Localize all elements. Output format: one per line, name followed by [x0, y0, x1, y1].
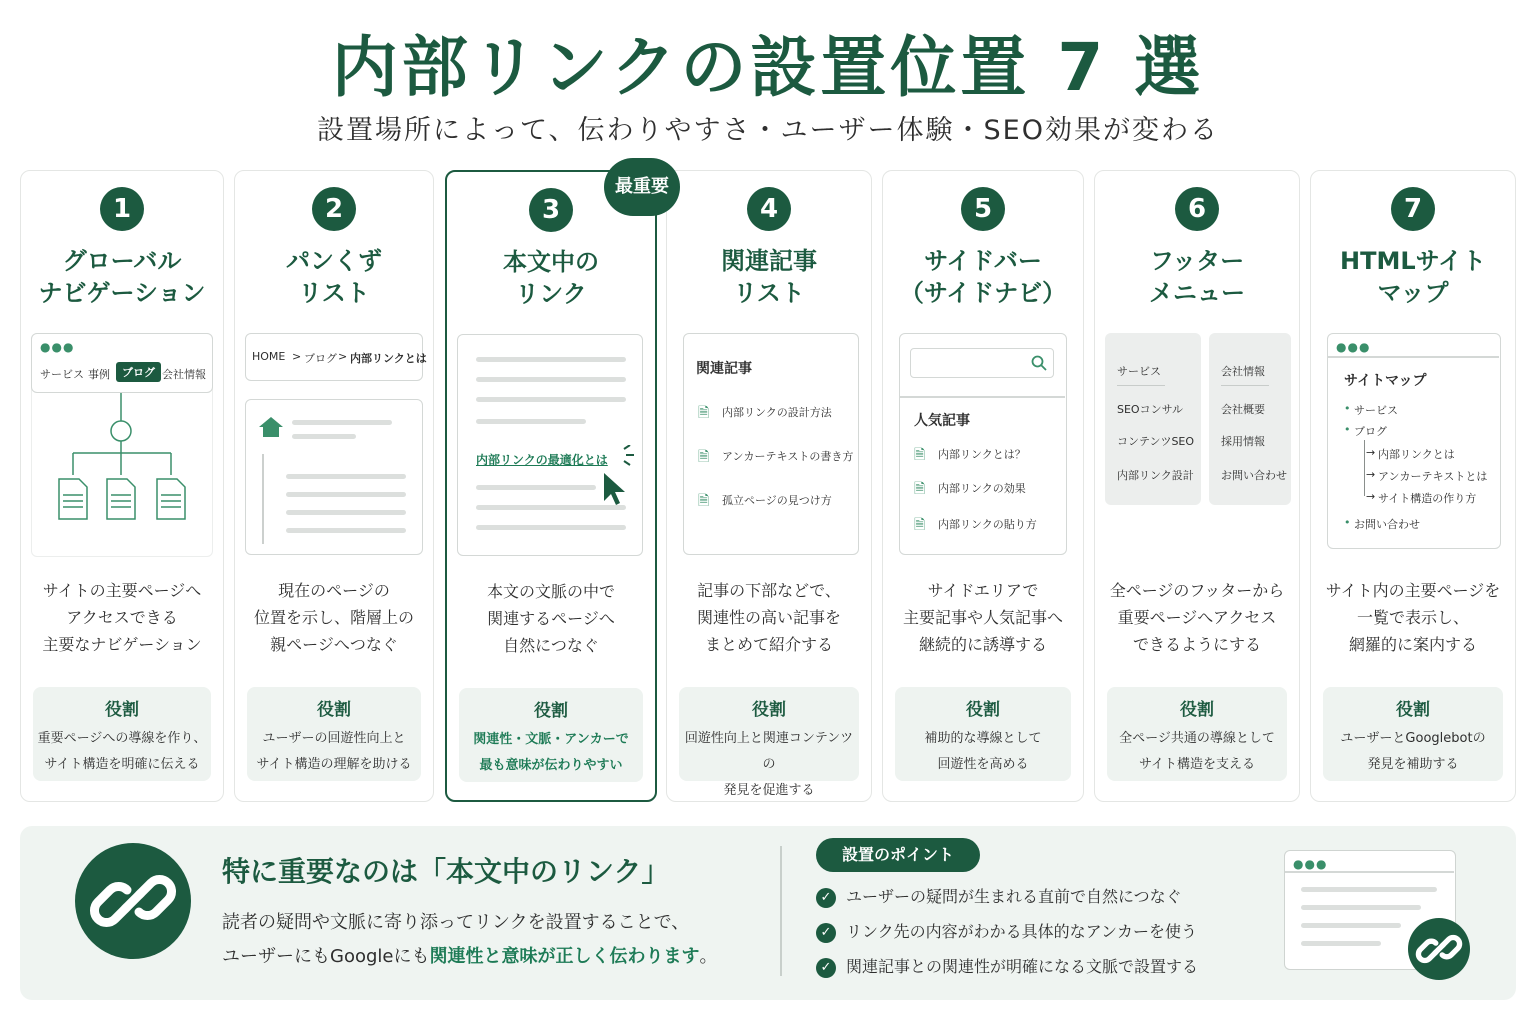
- crumb-separator: >: [338, 350, 348, 363]
- related-item[interactable]: 内部リンクの設計方法: [722, 406, 832, 419]
- role-box: [1107, 687, 1287, 781]
- crumb-home: HOME: [252, 350, 286, 363]
- card-description: サイト内の主要ページを 一覧で表示し、 網羅的に案内する: [1325, 581, 1501, 654]
- card-number: 6: [1175, 187, 1219, 231]
- sidebar-illustration: [893, 331, 1073, 557]
- page-title: 内部リンクの設置位置 7 選: [331, 29, 1205, 106]
- most-important-badge: 最重要: [604, 158, 680, 216]
- card-description: サイトの主要ページへ アクセスできる 主要なナビゲーション: [42, 581, 202, 654]
- footer-menu-illustration: [1105, 331, 1289, 557]
- check-icon: ✓: [816, 958, 836, 978]
- role-text: 重要ページへの導線を作り、 サイト構造を明確に伝える: [37, 731, 207, 772]
- card-sidebar: [882, 170, 1084, 802]
- footer-item[interactable]: 内部リンク設計: [1117, 469, 1194, 482]
- card-number: 5: [961, 187, 1005, 231]
- summary-panel: [20, 826, 1516, 1000]
- role-text: 回遊性向上と関連コンテンツの 発見を促進する: [684, 731, 854, 798]
- card-number: 3: [529, 188, 573, 232]
- role-heading: 役割: [1180, 700, 1214, 720]
- card-breadcrumb: [234, 170, 434, 802]
- card-description: サイドエリアで 主要記事や人気記事へ 継続的に誘導する: [902, 581, 1063, 654]
- doc-icon: 🗎: [698, 405, 710, 421]
- summary-highlight: 関連性と意味が正しく伝わります: [429, 946, 700, 967]
- doc-icon: 🗎: [914, 447, 926, 463]
- role-heading: 役割: [105, 700, 139, 720]
- footer-item[interactable]: 会社情報: [1221, 365, 1265, 378]
- breadcrumb-illustration: [245, 331, 427, 557]
- nav-item-company: 会社情報: [162, 368, 206, 381]
- doc-icon: 🗎: [698, 493, 710, 509]
- card-in-content-link: [445, 170, 657, 802]
- card-number: 2: [312, 187, 356, 231]
- role-text: 全ページ共通の導線として サイト構造を支える: [1119, 731, 1275, 772]
- summary-line-2-a: ユーザーにもGoogleにも: [222, 946, 430, 967]
- sitemap-heading: サイトマップ: [1344, 373, 1427, 389]
- page-subtitle: 設置場所によって、伝わりやすさ・ユーザー体験・SEO効果が変わる: [317, 115, 1219, 146]
- footer-item[interactable]: 採用情報: [1221, 435, 1265, 448]
- in-content-link-illustration: [457, 332, 645, 558]
- role-box: [33, 687, 211, 781]
- card-title: 関連記事 リスト: [721, 247, 817, 307]
- role-text: 補助的な導線として 回遊性を高める: [924, 731, 1042, 772]
- crumb-current: 内部リンクとは: [350, 352, 427, 365]
- nav-item-service: サービス: [40, 368, 84, 381]
- browser-window-icon: ●●●: [1284, 850, 1456, 970]
- role-text: ユーザーとGooglebotの 発見を補助する: [1340, 731, 1486, 772]
- summary-line-2: [222, 940, 717, 974]
- link-icon: [75, 843, 191, 959]
- crumb-blog: ブログ: [304, 352, 337, 365]
- card-number: 1: [100, 187, 144, 231]
- related-heading: 関連記事: [696, 361, 752, 377]
- footer-item[interactable]: 会社概要: [1221, 403, 1265, 416]
- cursor-icon: [598, 445, 638, 505]
- divider: [780, 846, 782, 976]
- role-box: [679, 687, 859, 798]
- role-heading: 役割: [317, 700, 351, 720]
- card-description: 本文の文脈の中で 関連するページへ 自然につなぐ: [486, 582, 615, 655]
- footer-item[interactable]: SEOコンサル: [1117, 403, 1184, 416]
- points-heading: 設置のポイント: [816, 838, 980, 872]
- sitemap-item[interactable]: お問い合わせ: [1354, 518, 1420, 531]
- sitemap-subitem[interactable]: 内部リンクとは: [1378, 448, 1455, 461]
- role-heading: 役割: [966, 700, 1000, 720]
- doc-icon: 🗎: [698, 449, 710, 465]
- point-item: ✓ 関連記事との関連性が明確になる文脈で設置する: [816, 954, 1198, 978]
- card-description: 全ページのフッターから 重要ページへアクセス できるようにする: [1109, 581, 1285, 654]
- popular-item[interactable]: 内部リンクとは？: [938, 448, 1026, 461]
- in-content-link[interactable]: 内部リンクの最適化とは: [476, 453, 608, 467]
- nav-item-cases: 事例: [88, 368, 110, 381]
- popular-item[interactable]: 内部リンクの貼り方: [938, 518, 1037, 531]
- card-title: フッター メニュー: [1149, 247, 1245, 307]
- summary-title: 特に重要なのは「本文中のリンク」: [222, 855, 670, 888]
- card-related-articles: [666, 170, 872, 802]
- card-number: 4: [747, 187, 791, 231]
- sitemap-item[interactable]: ブログ: [1354, 425, 1387, 438]
- summary-line-1: 読者の疑問や文脈に寄り添ってリンクを設置することで、: [222, 912, 690, 933]
- check-icon: ✓: [816, 888, 836, 908]
- role-text: ユーザーの回遊性向上と サイト構造の理解を助ける: [256, 731, 412, 772]
- card-title: グローバル ナビゲーション: [38, 247, 206, 307]
- card-title: パンくず リスト: [286, 247, 382, 307]
- doc-icon: 🗎: [914, 481, 926, 497]
- card-number: 7: [1391, 187, 1435, 231]
- role-text: 関連性・文脈・アンカーで 最も意味が伝わりやすい: [473, 732, 629, 773]
- footer-item[interactable]: お問い合わせ: [1221, 469, 1287, 482]
- role-box: [895, 687, 1071, 781]
- card-footer-menu: [1094, 170, 1300, 802]
- role-heading: 役割: [1396, 700, 1430, 720]
- role-heading: 役割: [534, 701, 568, 721]
- popular-item[interactable]: 内部リンクの効果: [938, 482, 1026, 495]
- search-input[interactable]: [910, 348, 1054, 378]
- related-item[interactable]: アンカーテキストの書き方: [722, 450, 854, 463]
- check-icon: ✓: [816, 923, 836, 943]
- global-nav-illustration: [31, 331, 213, 557]
- card-description: 記事の下部などで、 関連性の高い記事を まとめて紹介する: [696, 581, 841, 654]
- card-title: HTMLサイト マップ: [1340, 247, 1486, 307]
- window-dots-icon: ●●●: [1336, 340, 1371, 354]
- summary-line-2-end: 。: [699, 946, 718, 967]
- role-heading: 役割: [752, 700, 786, 720]
- tree-diagram-icon: [31, 393, 213, 523]
- nav-item-blog: ブログ: [116, 362, 161, 382]
- link-icon: [1408, 918, 1470, 980]
- popular-heading: 人気記事: [914, 413, 970, 429]
- summary-text: [222, 906, 717, 974]
- sitemap-subitem[interactable]: アンカーテキストとは: [1378, 470, 1488, 483]
- related-articles-illustration: [677, 331, 861, 557]
- sitemap-subitem[interactable]: サイト構造の作り方: [1378, 492, 1477, 505]
- role-box: [459, 688, 643, 782]
- card-description: 現在のページの 位置を示し、階層上の 親ページへつなぐ: [253, 581, 414, 654]
- point-item: ✓ リンク先の内容がわかる具体的なアンカーを使う: [816, 919, 1197, 943]
- search-icon: [1031, 355, 1047, 371]
- role-box: [247, 687, 421, 781]
- card-global-navigation: [20, 170, 224, 802]
- related-item[interactable]: 孤立ページの見つけ方: [722, 494, 832, 507]
- role-box: [1323, 687, 1503, 781]
- point-item: ✓ ユーザーの疑問が生まれる直前で自然につなぐ: [816, 884, 1182, 908]
- sitemap-item[interactable]: サービス: [1354, 404, 1398, 417]
- home-icon: [258, 416, 284, 438]
- doc-icon: 🗎: [914, 517, 926, 533]
- card-title: 本文中の リンク: [503, 248, 599, 308]
- footer-item[interactable]: コンテンツSEO: [1117, 435, 1195, 448]
- card-html-sitemap: [1310, 170, 1516, 802]
- footer-item[interactable]: サービス: [1117, 365, 1161, 378]
- window-dots-icon: ●●●: [40, 340, 75, 354]
- sitemap-illustration: ●●● サイトマップ • サービス • ブログ → 内部リンクとは → アンカーテキストとは → サイト構造の作り方 • お問い合わせ: [1321, 331, 1505, 557]
- card-title: サイドバー （サイドナビ）: [899, 247, 1067, 307]
- crumb-separator: >: [292, 350, 302, 363]
